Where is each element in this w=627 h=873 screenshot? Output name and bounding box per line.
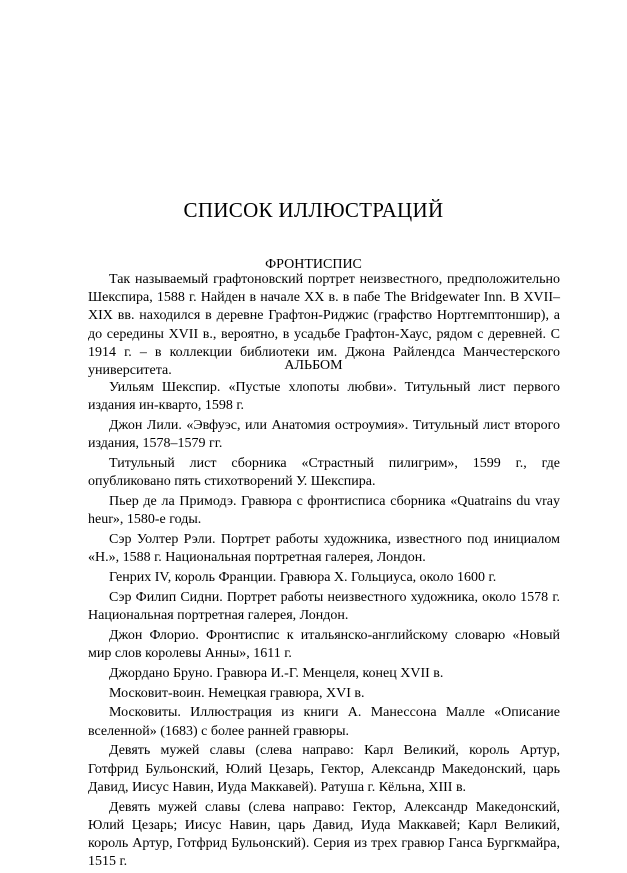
album-entry: Московиты. Иллюстрация из книги А. Манессона Малле «Описание вселенной» (1683) с более ранней гравюры.: [88, 705, 560, 739]
frontispiece-heading: ФРОНТИСПИС: [265, 257, 362, 272]
album-entry: Джон Лили. «Эвфуэс, или Анатомия остроумия». Титульный лист второго издания, 1578–1579 гг.: [88, 418, 560, 452]
album-entry: Девять мужей славы (слева направо: Гектор, Александр Македонский, Юлий Цезарь; Иисус Навин, царь Давид, Иуда Маккавей; Карл Великий, король Артур, Готфрид Бульонский). Серия из трех гравюр Ганса Бургкмайра, 1515 г.: [88, 799, 560, 870]
album-entry: Титульный лист сборника «Страстный пилигрим», 1599 г., где опубликовано пять стихотворений У. Шекспира.: [88, 456, 560, 490]
album-entry: Генрих IV, король Франции. Гравюра Х. Гольциуса, около 1600 г.: [109, 570, 497, 585]
album-entry: Сэр Уолтер Рэли. Портрет работы художника, известного под инициалом «Н.», 1588 г. Национальная портретная галерея, Лондон.: [88, 532, 560, 566]
album-entry: Уильям Шекспир. «Пустые хлопоты любви». Титульный лист первого издания ин-кварто, 1598 г.: [88, 380, 560, 414]
album-entry: Девять мужей славы (слева направо: Карл Великий, король Артур, Готфрид Бульонский, Юлий Цезарь, Гектор, Александр Македонский, царь Давид, Иисус Навин, Иуда Маккавей). Ратуша г. Кёльна, XIII в.: [88, 743, 560, 795]
page-title: СПИСОК ИЛЛЮСТРАЦИЙ: [183, 198, 444, 222]
album-list: [88, 379, 560, 873]
album-heading: АЛЬБОМ: [284, 358, 343, 373]
album-entry: Джордано Бруно. Гравюра И.-Г. Менцеля, конец XVII в.: [109, 665, 444, 681]
album-entry: Пьер де ла Примодэ. Гравюра с фронтисписа сборника «Quatrains du vray heur», 1580-е годы.: [88, 494, 560, 528]
album-entry: Московит-воин. Немецкая гравюра, XVI в.: [109, 685, 365, 701]
album-entry: Джон Флорио. Фронтиспис к итальянско-английскому словарю «Новый мир слов королевы Анны», 1611 г.: [88, 627, 560, 661]
album-entry: Сэр Филип Сидни. Портрет работы неизвестного художника, около 1578 г. Национальная портретная галерея, Лондон.: [88, 589, 560, 623]
frontispiece-text: Так называемый графтоновский портрет неизвестного, предположительно Шекспира, 1588 г. Найден в начале XX в. в пабе The Bridgewater Inn. В XVII–XIX вв. находился в деревне Графтон-Риджис (графство Нортгемптоншир), а до середины XVII в., вероятно, в усадьбе Графтон-Хаус, рядом с деревней. С 1914 г. – в коллекции библиотеки им. Джона Райлендса Манчестерского университета.: [88, 272, 560, 379]
